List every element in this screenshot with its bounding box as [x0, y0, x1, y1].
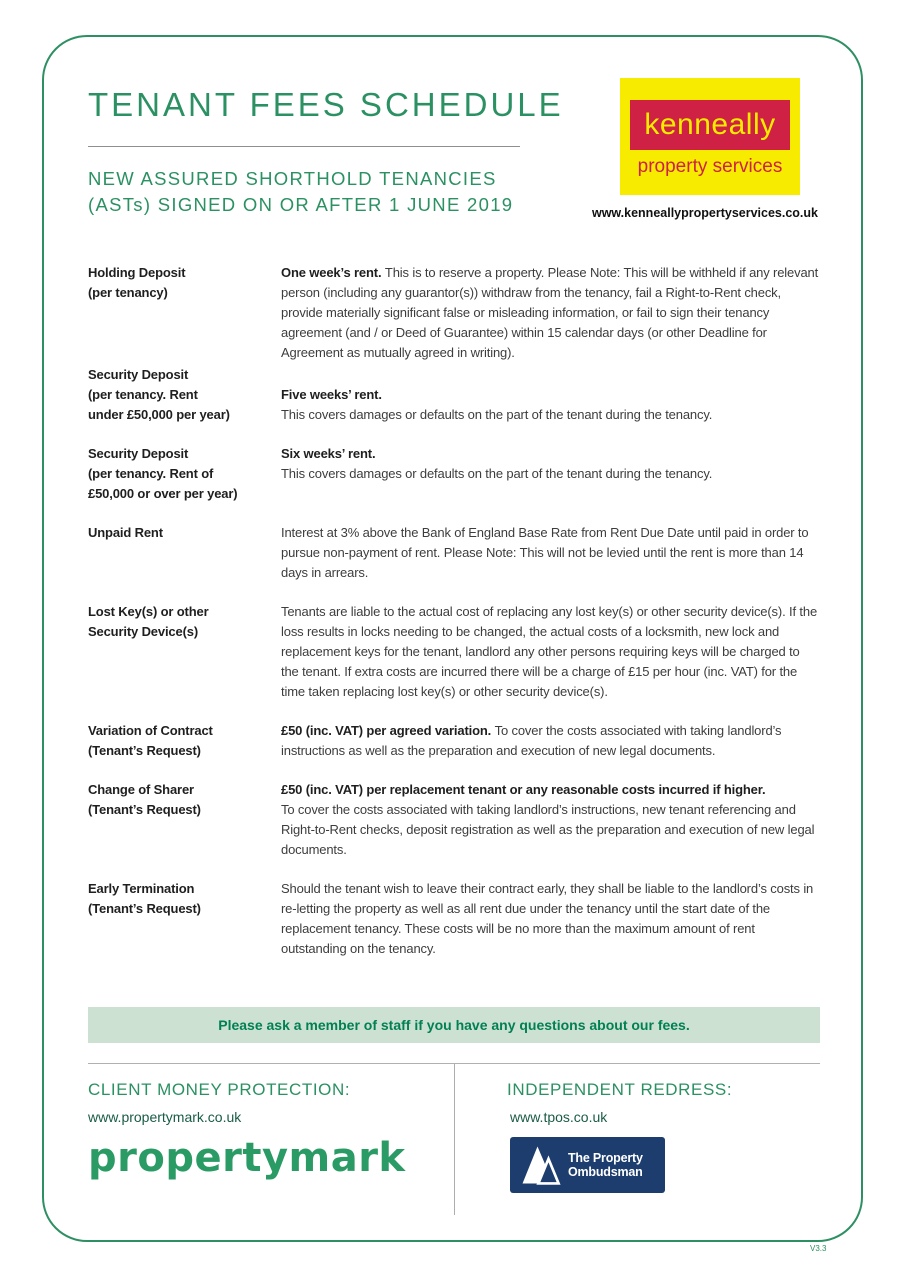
- propertymark-url: www.propertymark.co.uk: [88, 1109, 242, 1125]
- fee-description: One week’s rent. This is to reserve a property. Please Note: This will be withheld if any relevant person (including any guarantor(s)) withdraw from the tenancy, fail a Right-to-Rent check, provide materially significant false or misleading information, or fail to sign their tenancy agreement (and / or Deed of Guarantee) within 15 calendar days (or other Deadline for Agreement as mutually agreed in writing).: [281, 265, 819, 360]
- info-banner-text: Please ask a member of staff if you have any questions about our fees.: [218, 1017, 690, 1033]
- fee-row: [88, 879, 820, 959]
- fee-row: [88, 365, 820, 425]
- kenneally-logo: [620, 78, 800, 195]
- title-divider: [88, 146, 520, 147]
- tpo-triangle-icon: [518, 1143, 564, 1187]
- propertymark-logo: propertymark: [88, 1135, 406, 1181]
- footer: [88, 1063, 820, 1215]
- fee-description: Tenants are liable to the actual cost of replacing any lost key(s) or other security device(s). If the loss results in locks needing to be changed, the actual costs of a locksmith, new lock and replacement keys for the tenant, landlord any other persons requiring keys will be charged to the tenant. If extra costs are incurred there will be a charge of £15 per hour (inc. VAT) for the time taken replacing lost key(s) or other security device(s).: [281, 604, 818, 699]
- footer-left-column: [88, 1064, 455, 1215]
- fee-label: Change of Sharer (Tenant’s Request): [88, 782, 201, 817]
- kenneally-logo-red-box: [630, 100, 790, 150]
- client-money-protection-heading: CLIENT MONEY PROTECTION:: [88, 1080, 351, 1099]
- fee-label: Security Deposit (per tenancy. Rent of £50,000 or over per year): [88, 446, 238, 501]
- fee-row: [88, 602, 820, 702]
- version-label: V3.3: [810, 1244, 827, 1253]
- tpo-logo-line-1: The Property: [568, 1151, 643, 1165]
- fee-description: Five weeks’ rent. This covers damages or defaults on the part of the tenant during the tenancy.: [281, 387, 713, 422]
- fee-description: Should the tenant wish to leave their contract early, they shall be liable to the landlord’s costs in re-letting the property as well as all rent due under the tenancy until the start date of the replacement tenancy. These costs will be no more than the maximum amount of rent outstanding on the tenancy.: [281, 881, 814, 956]
- fee-row: [88, 523, 820, 583]
- tpo-logo-line-2: Ombudsman: [568, 1165, 643, 1179]
- fee-description: Interest at 3% above the Bank of England Base Rate from Rent Due Date until paid in order to pursue non-payment of rent. Please Note: This will not be levied until the rent is more than 14 days in arrears.: [281, 525, 809, 580]
- footer-right-column: [455, 1064, 820, 1215]
- fee-row: [88, 263, 820, 363]
- fee-label: Early Termination (Tenant’s Request): [88, 881, 201, 916]
- tpo-logo: [510, 1137, 665, 1193]
- fee-row: [88, 444, 820, 504]
- fees-table: [88, 263, 820, 978]
- info-banner: [88, 1007, 820, 1043]
- fee-description: £50 (inc. VAT) per agreed variation. To cover the costs associated with taking landlord’s instructions as well as the preparation and execution of new legal documents.: [281, 723, 782, 758]
- fee-label: Lost Key(s) or other Security Device(s): [88, 604, 209, 639]
- kenneally-logo-name: kenneally: [644, 108, 776, 141]
- fee-label: Unpaid Rent: [88, 525, 163, 540]
- kenneally-website: www.kenneallypropertyservices.co.uk: [591, 206, 818, 220]
- subtitle-line-1: NEW ASSURED SHORTHOLD TENANCIES: [88, 168, 497, 189]
- fee-description: £50 (inc. VAT) per replacement tenant or any reasonable costs incurred if higher. To cover the costs associated with taking landlord’s instructions, new tenant referencing and Right-to-Rent checks, deposit registration as well as the preparation and execution of new legal documents.: [281, 782, 815, 857]
- page-title: TENANT FEES SCHEDULE: [88, 86, 564, 123]
- kenneally-logo-tagline: property services: [637, 156, 783, 177]
- subtitle-line-2: (ASTs) SIGNED ON OR AFTER 1 JUNE 2019: [88, 194, 514, 215]
- fee-label: Holding Deposit (per tenancy): [88, 265, 186, 300]
- independent-redress-heading: INDEPENDENT REDRESS:: [507, 1080, 733, 1099]
- fee-label: Security Deposit (per tenancy. Rent under £50,000 per year): [88, 367, 230, 422]
- tpo-logo-text: [568, 1151, 643, 1179]
- fee-row: [88, 780, 820, 860]
- fee-description: Six weeks’ rent. This covers damages or defaults on the part of the tenant during the tenancy.: [281, 446, 713, 481]
- fee-label: Variation of Contract (Tenant’s Request): [88, 723, 213, 758]
- fee-row: [88, 721, 820, 761]
- tpos-url: www.tpos.co.uk: [510, 1109, 608, 1125]
